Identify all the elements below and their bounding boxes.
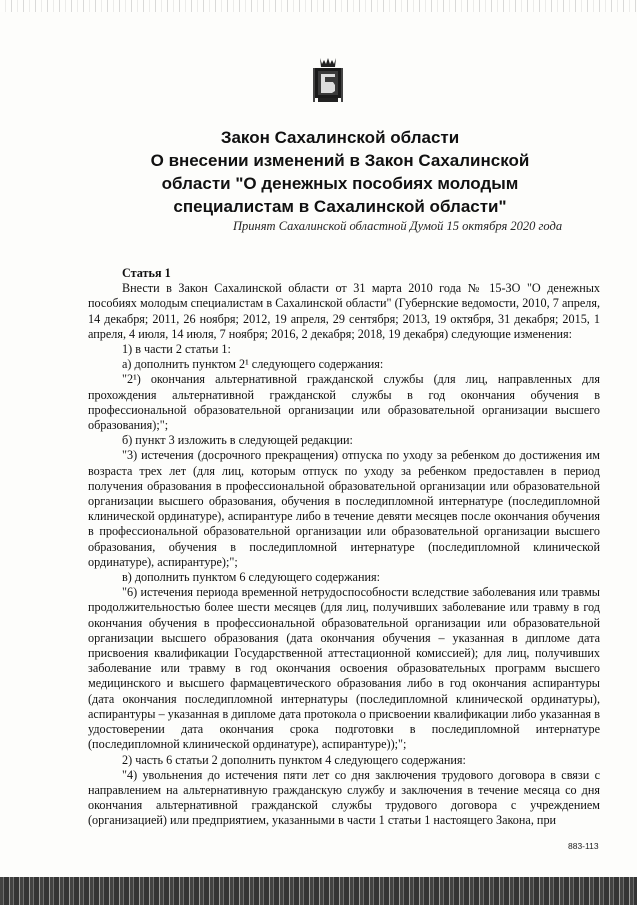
paragraph: Внести в Закон Сахалинской области от 31 марта 2010 года № 15-ЗО "О денежных пособиях молодым специалистам в Сахалинской области" (Губернские ведомости, 2010, 7 апреля, 14 декабря; 2011, 26 ноября; 2012, 19 апреля, 29 сентября; 2013, 19 октября, 31 декабря; 2015, 1 апреля, 4 июля, 14 июля, 7 ноября; 2016, 2 декабря; 2018, 19 декабря) следующие изменения: xyxy=(88,281,600,341)
paragraph: "6) истечения периода временной нетрудоспособности вследствие заболевания или травмы продолжительностью более шести месяцев (для лиц, получивших заболевание или травму в год окончания обучения в профессиональной образовательной организации или образовательной организации высшего образования (дата окончания обучения – указанная в дипломе дата присвоения квалификации Государственной аттестационной комиссией); для лиц, получивших заболевание или травму в год окончания освоения образовательных программ высшего медицинского и высшего фармацевтического образования либо в год окончания аспирантуры (дата окончания последипломной интернатуры (последипломной клинической ординатуры), аспирантуры – указанная в дипломе дата протокола о присвоении квалификации либо указанная в удостоверении дата окончания срока подготовки в последипломной интернатуре (последипломной клинической ординатуре), аспирантуре));"; xyxy=(88,585,600,752)
adoption-note: Принят Сахалинской областной Думой 15 октября 2020 года xyxy=(233,219,563,233)
law-title-line-2: О внесении изменений в Закон Сахалинской xyxy=(150,151,530,170)
paragraph: 2) часть 6 статьи 2 дополнить пунктом 4 следующего содержания: xyxy=(122,752,466,767)
coat-of-arms-emblem xyxy=(312,58,344,106)
paragraph: в) дополнить пунктом 6 следующего содержания: xyxy=(122,570,380,585)
paragraph: б) пункт 3 изложить в следующей редакции: xyxy=(122,433,353,448)
paragraph: "4) увольнения до истечения пяти лет со дня заключения трудового договора в связи с направлением на альтернативную гражданскую службу и заключения в течение месяца со дня окончания альтернативной гражданской службы трудового договора с учреждением (организацией) или предприятием, указанными в части 1 статьи 1 настоящего Закона, при xyxy=(88,767,600,828)
law-title-line-3: области "О денежных пособиях молодым xyxy=(161,174,519,193)
paragraph: а) дополнить пунктом 2¹ следующего содержания: xyxy=(122,357,384,372)
page-code: 883-113 xyxy=(568,841,599,851)
scan-artifact-top xyxy=(0,0,637,12)
law-title-line-4: специалистам в Сахалинской области" xyxy=(173,197,507,216)
law-body xyxy=(88,266,600,829)
paragraph: 1) в части 2 статьи 1: xyxy=(122,342,231,357)
paragraph: "2¹) окончания альтернативной гражданской службы (для лиц, направленных для прохождения альтернативной гражданской службы в год окончания обучения в профессиональной образовательной организации или образовательной организации высшего образования);"; xyxy=(88,372,600,433)
law-title-line-1: Закон Сахалинской области xyxy=(220,128,460,147)
article-heading: Статья 1 xyxy=(122,266,171,280)
scan-artifact-bottom xyxy=(0,877,637,905)
paragraph: "3) истечения (досрочного прекращения) отпуска по уходу за ребенком до достижения им возраста трех лет (для лиц, которым отпуск по уходу за ребенком предоставлен в период получения образования в профессиональной образовательной организации или образовательной организации высшего образования, обучения в последипломной интернатуре (последипломной клинической ординатуре), аспирантуре либо в течение девяти месяцев после окончания обучения в профессиональной образовательной организации или образовательной организации высшего образования, обучения в последипломной интернатуре (последипломной клинической ординатуре), аспирантуре);"; xyxy=(88,448,600,569)
